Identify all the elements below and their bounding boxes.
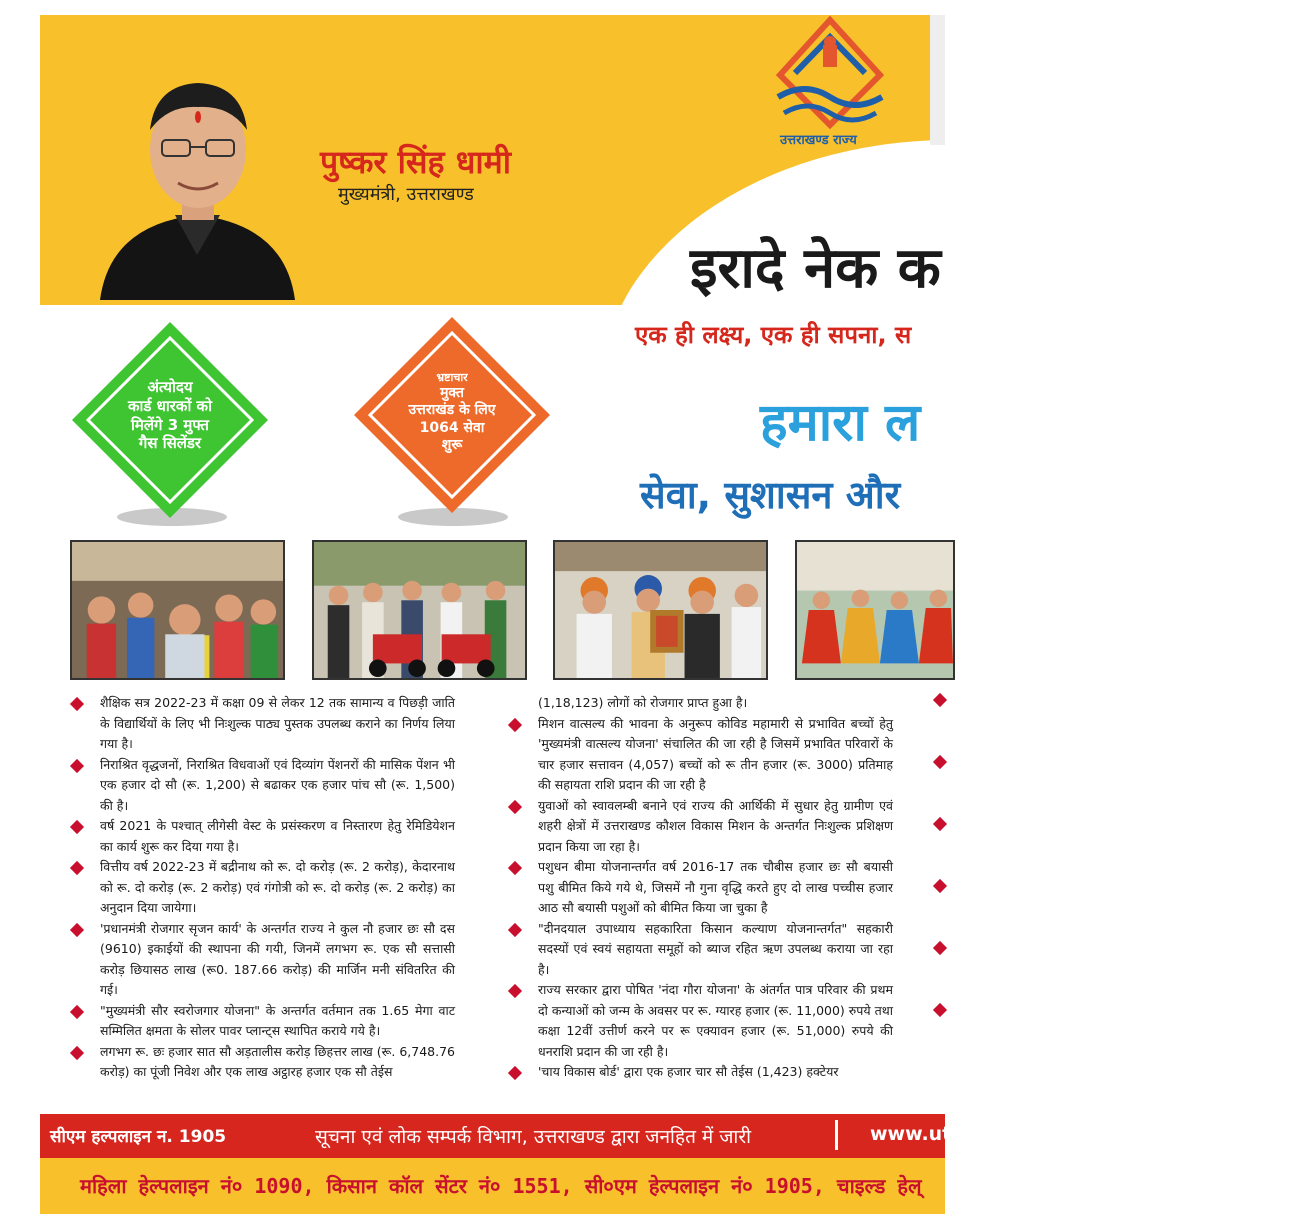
tagline: एक ही लक्ष्य, एक ही सपना, स [635,321,912,349]
list-item: युवाओं को स्वावलम्बी बनाने एवं राज्य की आर्थिकी में सुधार हेतु ग्रामीण एवं शहरी क्षेत्रों में उत्तराखण्ड कौशल विकास मिशन के अन्तर्गत निःशुल्क प्रशिक्षण प्रदान किया जा रहा है। [508,796,893,858]
cm-portrait [90,55,305,300]
slogan-main: हमारा ल [760,393,921,453]
diamond-bullet-icon [933,879,947,893]
uttarakhand-logo [770,15,890,145]
diamond-bullet-icon [933,755,947,769]
diamond-bullet-icon [508,1066,522,1080]
website-link[interactable]: www.utt [870,1123,961,1145]
diamond-bullet-icon [508,861,522,875]
diamond-2-text: भ्रष्टाचार मुक्त उत्तराखंड के लिए 1064 सेवा शुरू [408,371,496,454]
cm-helpline: सीएम हल्पलाइन न. 1905 [50,1127,227,1147]
helpline-bar [40,1158,945,1214]
diamond-bullet-icon [70,758,84,772]
helpline-numbers: महिला हेल्पलाइन नं० 1090, किसान कॉल सेंटर नं० 1551, सी०एम हेल्पलाइन नं० 1905, चाइल्ड हेल् [80,1174,922,1198]
column-2 [508,693,893,1083]
diamond-bullet-icon [933,1003,947,1017]
footer-divider [835,1120,838,1150]
column-1 [70,693,455,1083]
diamond-bullet-icon [70,1004,84,1018]
list-item: 'चाय विकास बोर्ड' द्वारा एक हजार चार सौ तेईस (1,423) हक्टेयर [508,1062,893,1083]
photo-students [70,540,285,680]
diamond-bullet-icon [933,693,947,707]
diamond-bullet-icon [70,1045,84,1059]
diamond-corruption-free [352,315,552,515]
headline: इरादे नेक क [690,236,941,301]
diamond-bullet-icon [508,922,522,936]
column-3-bullets [935,695,945,1067]
photo-motorcycles [312,540,527,680]
list-item: वित्तीय वर्ष 2022-23 में बद्रीनाथ को रू. दो करोड़ (रू. 2 करोड़), केदारनाथ को रू. दो करोड़ (रू. 2 करोड़) एवं गंगोत्री को रू. दो करोड़ (रू. 2 करोड़) का अनुदान दिया जायेगा। [70,857,455,919]
slogan-sub: सेवा, सुशासन और [640,473,901,517]
list-item: निराश्रित वृद्धजनों, निराश्रित विधवाओं एवं दिव्यांग पेंशनरों की मासिक पेंशन भी एक हजार दो सौ (रू. 1,200) से बढाकर एक हजार पांच सौ (रू. 1,500) की है। [70,755,455,817]
diamond-bullet-icon [70,861,84,875]
diamond-bullet-icon [70,820,84,834]
photo-folk-dance [795,540,955,680]
portrait-image [90,55,305,300]
list-item: राज्य सरकार द्वारा पोषित 'नंदा गौरा योजना' के अंतर्गत पात्र परिवार की प्रथम दो कन्याओं को जन्म के अवसर पर रू. ग्यारह हजार (रू. 11,000) रुपये तथा कक्षा 12वीं उत्तीर्ण करने पर रू एक्यावन हजार (रू. 51,000) रुपये की धनराशि प्रदान की जा रही है। [508,980,893,1062]
list-item: पशुधन बीमा योजनान्तर्गत वर्ष 2016-17 तक चौबीस हजार छः सौ बयासी पशु बीमित किये गये थे, जिसमें नौ गुना वृद्धि करते हुए दो लाख पच्चीस हजार आठ सौ बयासी पशुओं को बीमित किया जा चुका है [508,857,893,919]
list-item: लगभग रू. छः हजार सात सौ अड़तालीस करोड़ छिहत्तर लाख (रू. 6,748.76 करोड़) का पूंजी निवेश और एक लाख अट्ठारह हजार एक सौ तेईस [70,1042,455,1083]
diamond-bullet-icon [508,799,522,813]
state-emblem-icon [770,15,890,145]
list-item: मिशन वात्सल्य की भावना के अनुरूप कोविड महामारी से प्रभावित बच्चों हेतु 'मुख्यमंत्री वात्सल्य योजना' संचालित की जा रही है जिसमें प्रभावित परिवारों के चार हजार सत्तावन (4,057) बच्चों को रू तीन हजार (रू. 3000) प्रतिमाह की सहायता राशि प्रदान की जा रही है [508,714,893,796]
diamond-1-text: अंत्योदय कार्ड धारकों को मिलेंगे 3 मुफ्त गैस सिलेंडर [128,378,212,453]
list-item: "मुख्यमंत्री सौर स्वरोजगार योजना" के अन्तर्गत वर्तमान तक 1.65 मेगा वाट सम्मिलित क्षमता के सोलर पावर प्लान्ट्स स्थापित कराये गये है। [70,1001,455,1042]
diamond-bullet-icon [70,922,84,936]
issued-by: सूचना एवं लोक सम्पर्क विभाग, उत्तराखण्ड द्वारा जनहित में जारी [315,1126,752,1148]
diamond-bullet-icon [70,697,84,711]
list-item: वर्ष 2021 के पश्चात् लीगेसी वेस्ट के प्रसंस्करण व निस्तारण हेतु रेमिडियेशन का कार्य शुरू कर दिया गया है। [70,816,455,857]
continued-text: (1,18,123) लोगों को रोजगार प्राप्त हुआ है। [538,695,748,710]
diamond-bullet-icon [508,984,522,998]
diamond-bullet-icon [933,817,947,831]
diamond-bullet-icon [933,941,947,955]
cm-name: पुष्कर सिंह धामी [320,143,512,181]
photo-felicitation [553,540,768,680]
diamond-gas-cylinder [70,320,270,520]
list-item: "दीनदयाल उपाध्याय सहकारिता किसान कल्याण योजनान्तर्गत" सहकारी सदस्यों एवं स्वयं सहायता समूहों को ब्याज रहित ऋण उपलब्ध कराया जा रहा है। [508,919,893,981]
list-item: शैक्षिक सत्र 2022-23 में कक्षा 09 से लेकर 12 तक सामान्य व पिछड़ी जाति के विद्यार्थियों के लिए भी निःशुल्क पाठ्य पुस्तक उपलब्ध कराने का निर्णय लिया गया है। [70,693,455,755]
logo-text: उत्तराखण्ड राज्य [780,133,857,148]
list-item: 'प्रधानमंत्री रोजगार सृजन कार्य' के अन्तर्गत राज्य ने कुल नौ हजार छः सौ दस (9610) इकाईयों की स्थापना की गयी, जिनमें लगभग रू. एक सौ सत्तासी करोड़ छियासठ लाख (रू0. 187.66 करोड़) की मार्जिन मनी संवितरित की गई। [70,919,455,1001]
diamond-bullet-icon [508,717,522,731]
cm-title: मुख्यमंत्री, उत्तराखण्ड [338,184,474,205]
footer-bar [40,1114,961,1158]
